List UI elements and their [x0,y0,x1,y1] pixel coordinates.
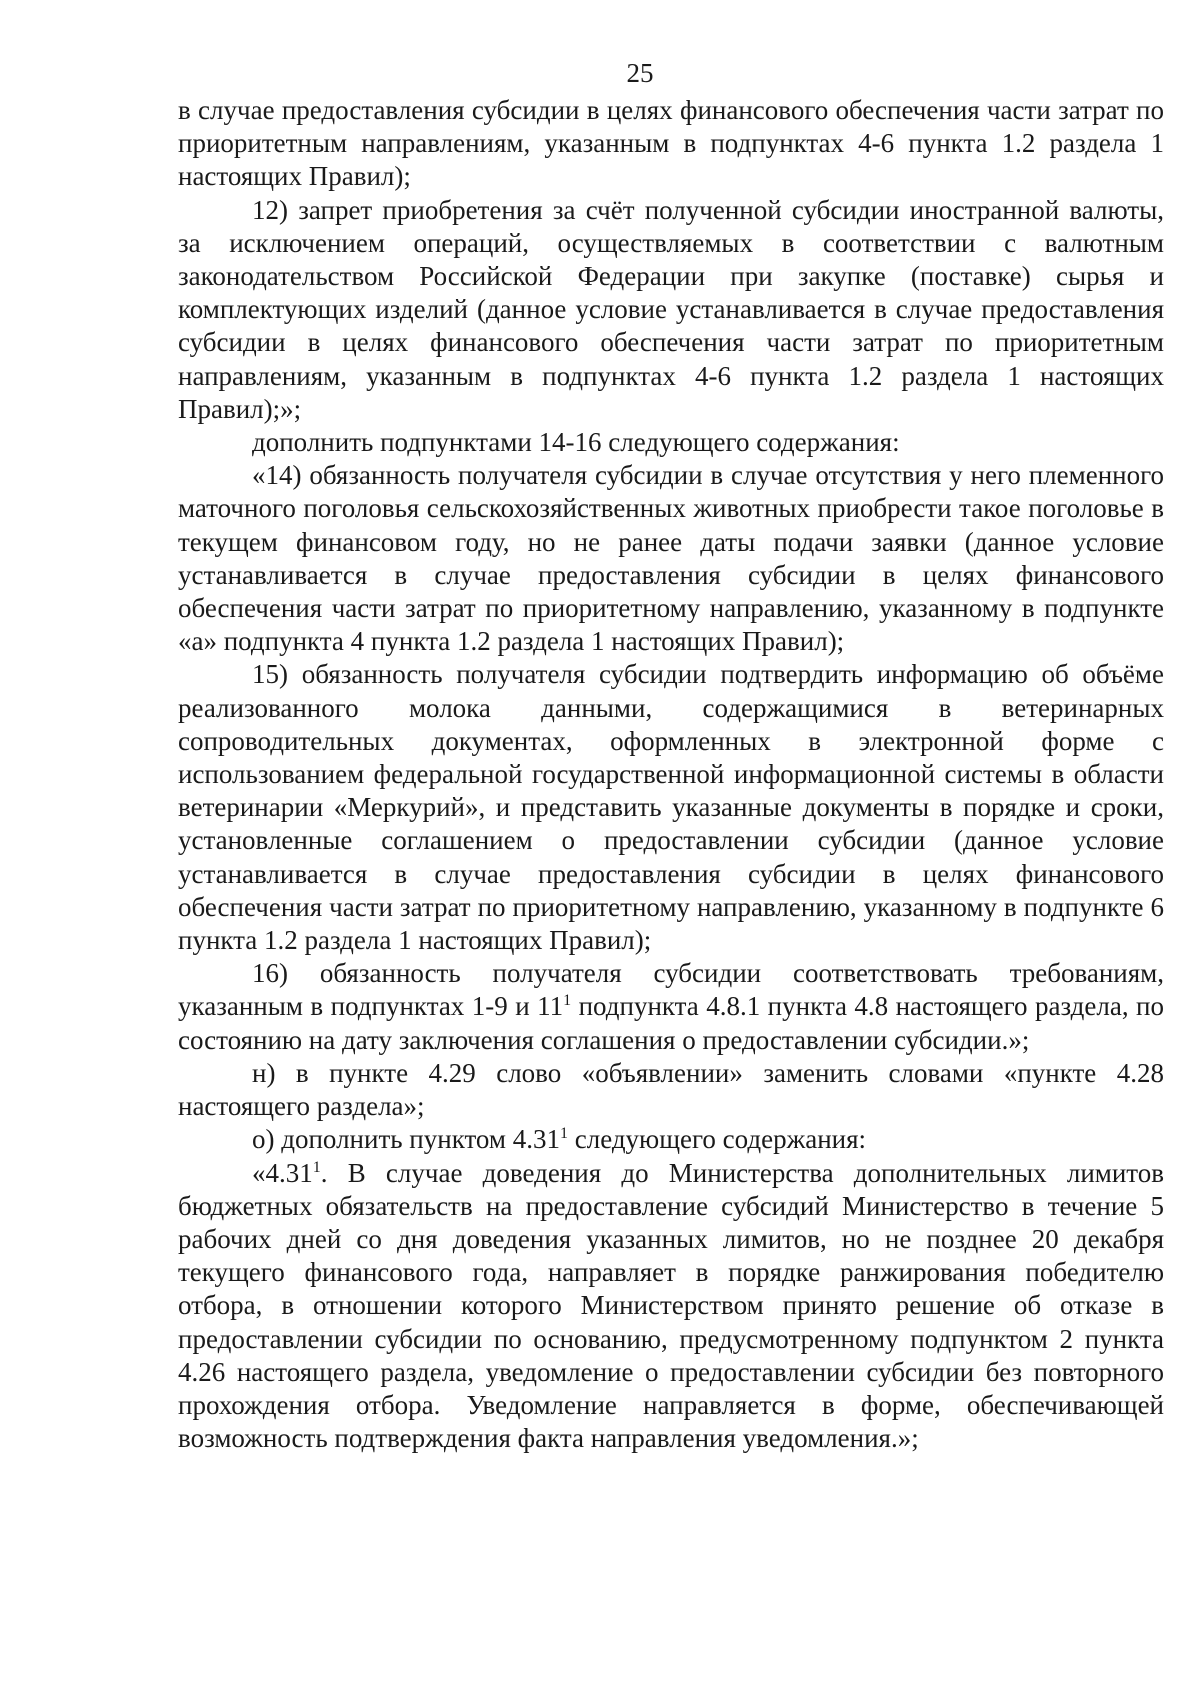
paragraph-item-16-after: подпункта 4.8.1 пункта 4.8 настоящего раздела, по состоянию на дату заключения соглашения о предоставлении субсидии.»; [178,991,1165,1055]
paragraph-item-o [178,1123,1164,1156]
paragraph-item-o-before: о) дополнить пунктом 4.31 [252,1124,560,1155]
paragraph-item-4-31-1-before: «4.31 [252,1157,313,1188]
paragraph-add-subitems: дополнить подпунктами 14-16 следующего содержания: [252,427,900,458]
paragraph-item-16 [178,957,1164,1057]
superscript: 1 [563,992,572,1010]
paragraph-continuation: в случае предоставления субсидии в целях финансового обеспечения части затрат по приоритетным направлениям, указанным в подпунктах 4-6 пункта 1.2 раздела 1 настоящих Правил); [178,95,1164,192]
paragraph-item-14: «14) обязанность получателя субсидии в случае отсутствия у него племенного маточного поголовья сельскохозяйственных животных приобрести такое поголовье в текущем финансовом году, но не ранее даты подачи заявки (данное условие устанавливается в случае предоставления субсидии в целях финансового обеспечения части затрат по приоритетному направлению, указанному в подпункте «а» подпункта 4 пункта 1.2 раздела 1 настоящих Правил); [178,460,1164,657]
page-number: 25 [626,58,654,88]
paragraph-item-15: 15) обязанность получателя субсидии подтвердить информацию об объёме реализованного молока данными, содержащимися в ветеринарных сопроводительных документах, оформленных в электронной форме с использованием федеральной государственной информационной системы в области ветеринарии «Меркурий», и представить указанные документы в порядке и сроки, установленные соглашением о предоставлении субсидии (данное условие устанавливается в случае предоставления субсидии в целях финансового обеспечения части затрат по приоритетному направлению, указанному в подпункте 6 пункта 1.2 раздела 1 настоящих Правил); [178,659,1164,956]
paragraph-item-4-31-1-after: . В случае доведения до Министерства дополнительных лимитов бюджетных обязательств на предоставление субсидий Министерство в течение 5 рабочих дней со дня доведения указанных лимитов, но не позднее 20 декабря текущего финансового года, направляет в порядке ранжирования победителю отбора, в отношении которого Министерством принято решение об отказе в предоставлении субсидии по основанию, предусмотренному подпунктом 2 пункта 4.26 настоящего раздела, уведомление о предоставлении субсидии без повторного прохождения отбора. Уведомление направляется в форме, обеспечивающей возможность подтверждения факта направления уведомления.»; [178,1157,1164,1454]
paragraph-item-n: н) в пункте 4.29 слово «объявлении» заменить словами «пункте 4.28 настоящего раздела»; [178,1057,1164,1122]
paragraph-item-12: 12) запрет приобретения за счёт полученной субсидии иностранной валюты, за исключением операций, осуществляемых в соответствии с валютным законодательством Российской Федерации при закупке (поставке) сырья и комплектующих изделий (данное условие устанавливается в случае предоставления субсидии в целях финансового обеспечения части затрат по приоритетным направлениям, указанным в подпунктах 4-6 пункта 1.2 раздела 1 настоящих Правил);»; [178,194,1164,424]
paragraph-item-16-before: 16) обязанность получателя субсидии соответствовать требованиям, указанным в подпунктах 1-9 и 11 [178,958,1164,1022]
superscript: 1 [312,1158,321,1176]
superscript: 1 [559,1125,568,1143]
paragraph-item-o-after: следующего содержания: [567,1124,867,1155]
paragraph-item-4-31-1 [178,1157,1164,1456]
document-body [178,94,1164,1455]
